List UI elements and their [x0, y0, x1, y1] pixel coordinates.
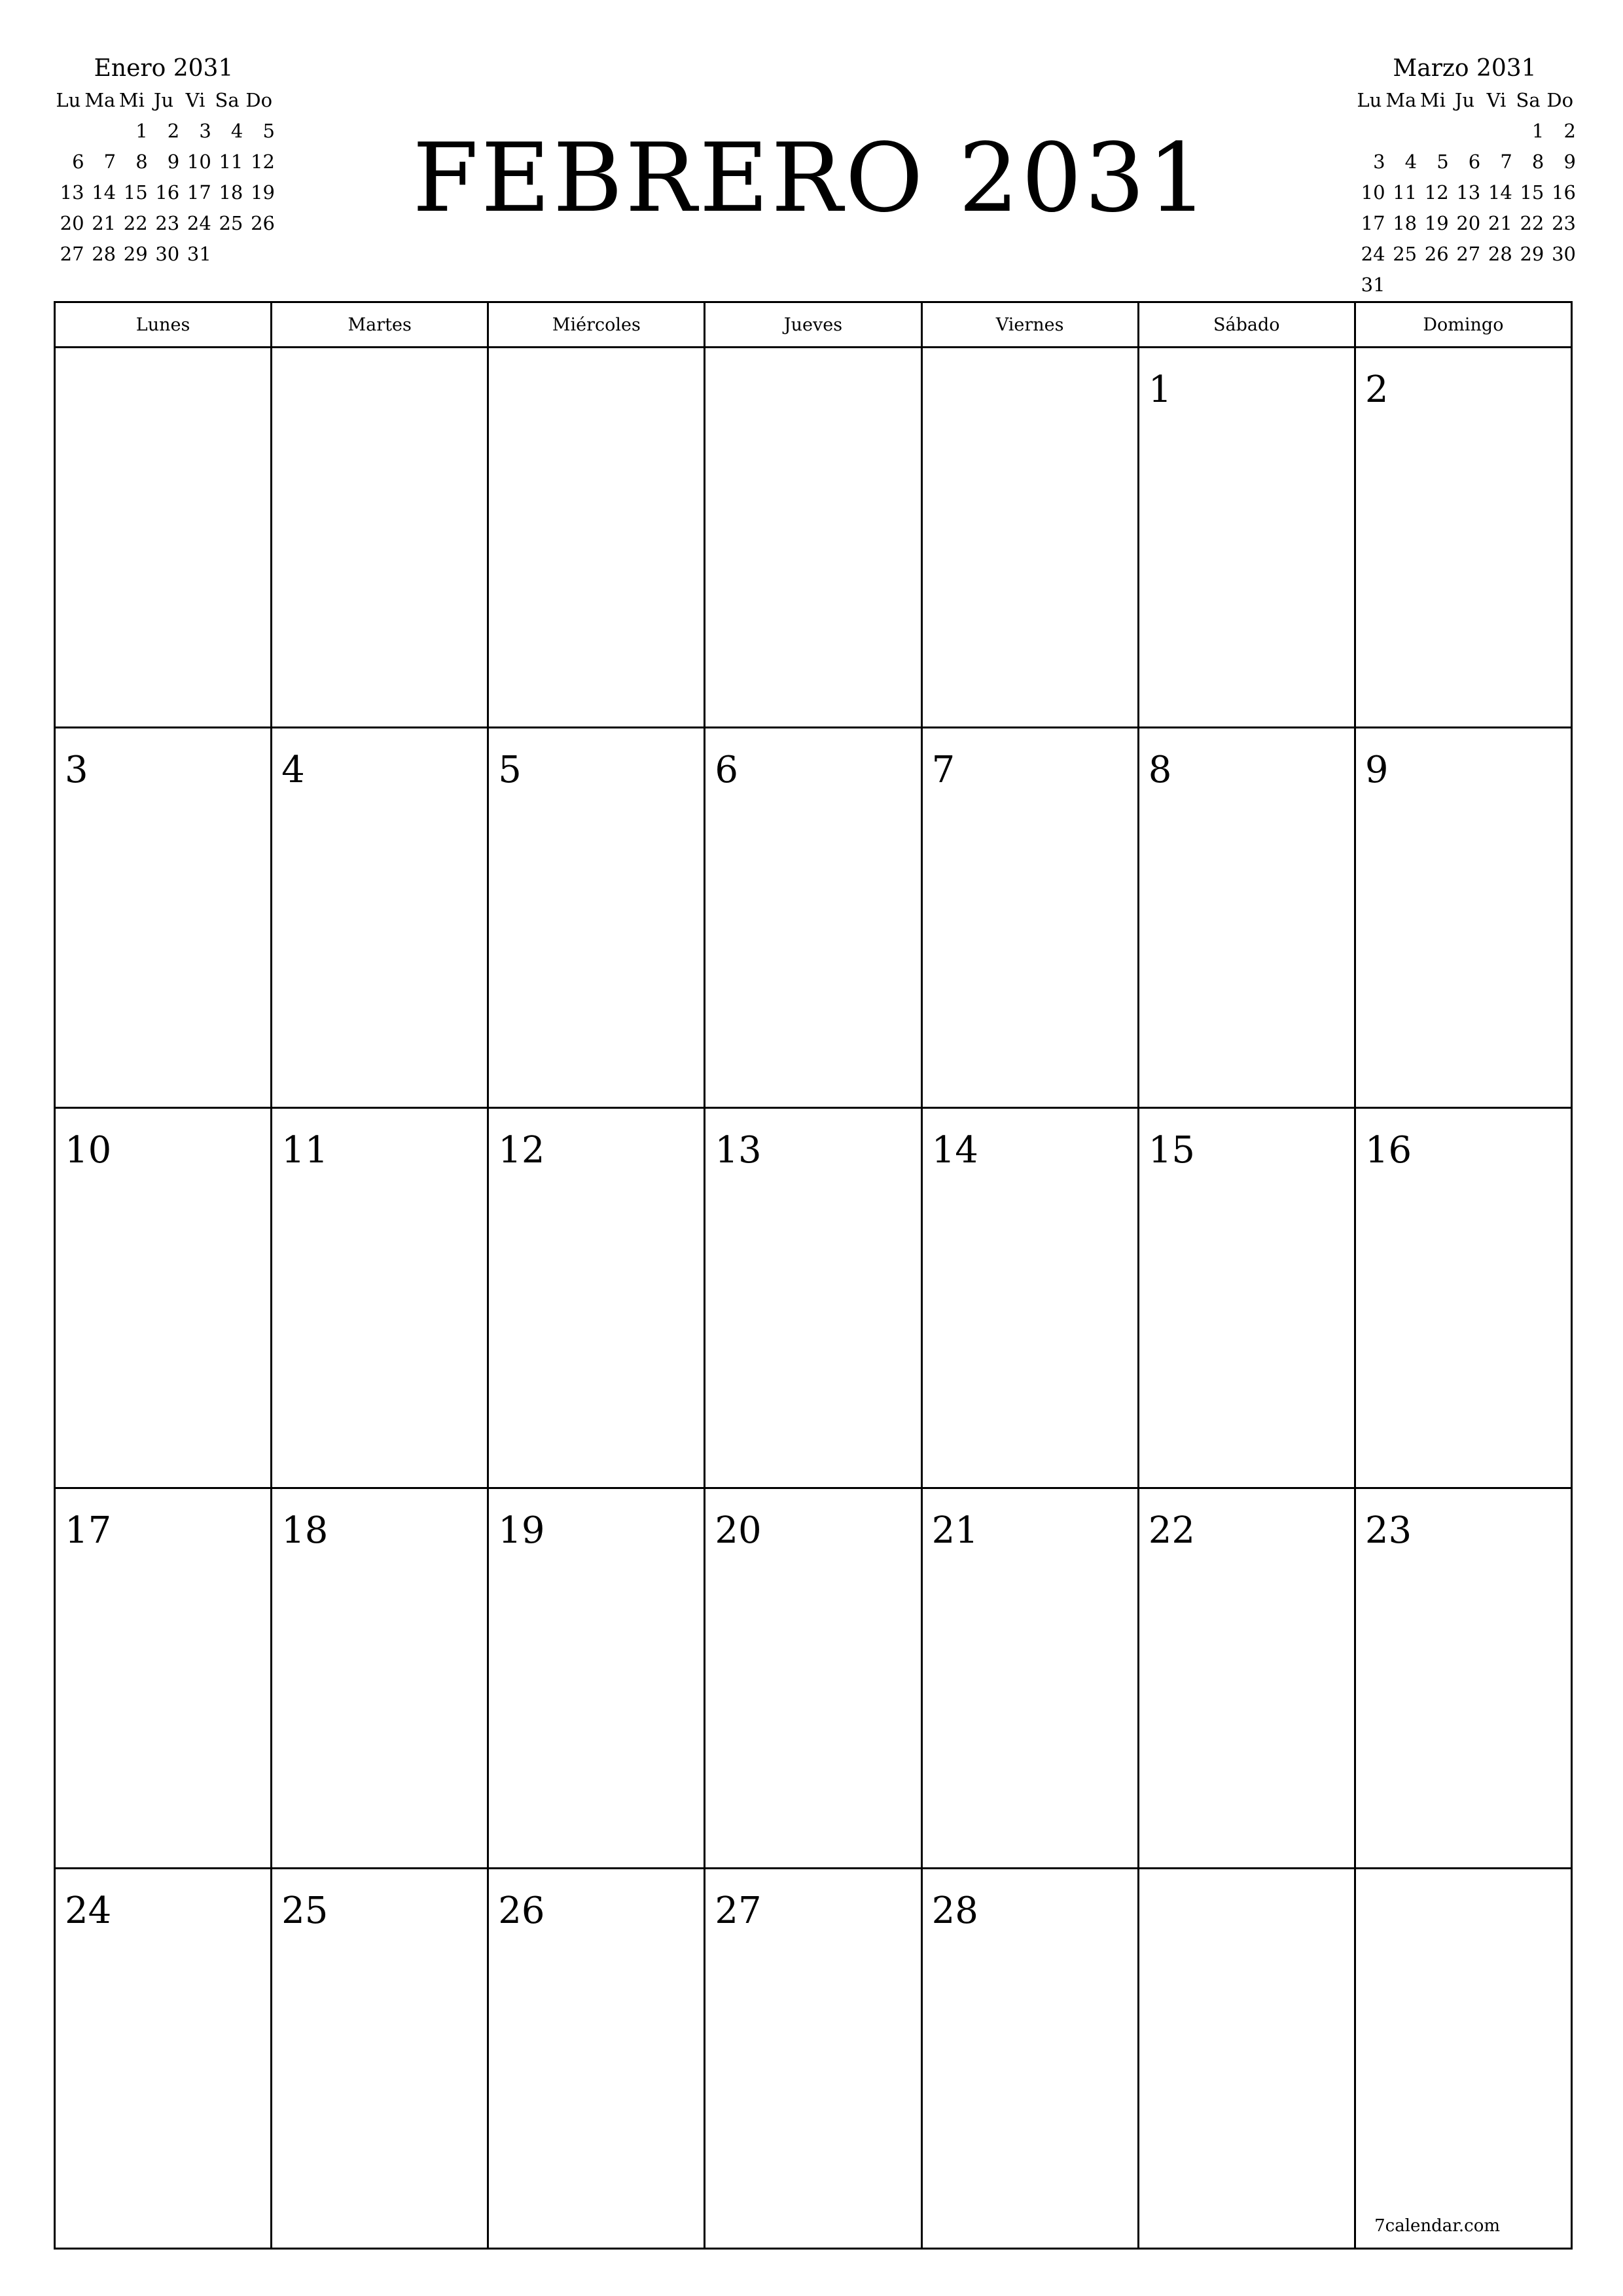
- week-row: [55, 1488, 1572, 1869]
- day-cell: [272, 1869, 488, 2249]
- mini-day: 24: [1361, 243, 1385, 265]
- mini-day: 22: [123, 212, 148, 234]
- day-number: 14: [931, 1129, 978, 1172]
- mini-week-row: [1353, 177, 1576, 208]
- day-cell: [55, 728, 272, 1108]
- mini-day: 8: [1531, 151, 1544, 173]
- mini-week-row: [52, 239, 275, 270]
- day-number: 3: [65, 749, 88, 791]
- mini-day: 5: [262, 120, 275, 142]
- mini-day: 25: [1393, 243, 1418, 265]
- mini-weekday-label: Ju: [1454, 89, 1475, 111]
- weekday-header: Domingo: [1355, 302, 1571, 348]
- mini-week-row: [52, 147, 275, 177]
- mini-day: 21: [1488, 212, 1512, 234]
- day-cell: [1138, 348, 1355, 728]
- month-grid: [54, 301, 1573, 2250]
- weekday-header: Viernes: [921, 302, 1138, 348]
- day-cell: [705, 1108, 921, 1488]
- mini-day: [1385, 116, 1418, 147]
- mini-day: 5: [1436, 151, 1449, 173]
- day-number: 24: [65, 1890, 112, 1932]
- mini-day: 23: [155, 212, 180, 234]
- mini-weekday-label: Mi: [1419, 89, 1446, 111]
- mini-day: 4: [1404, 151, 1418, 173]
- weekday-header: Jueves: [705, 302, 921, 348]
- day-number: 15: [1148, 1129, 1195, 1172]
- mini-day: 27: [1456, 243, 1481, 265]
- mini-weekday-label: Vi: [185, 89, 205, 111]
- mini-weekday-label: Ju: [153, 89, 174, 111]
- day-number: 4: [281, 749, 305, 791]
- day-number: 8: [1148, 749, 1172, 791]
- mini-day: 2: [167, 120, 180, 142]
- mini-week-row: [52, 116, 275, 147]
- mini-week-row: [1353, 116, 1576, 147]
- mini-weekday-label: Ma: [1385, 89, 1417, 111]
- mini-day: 16: [155, 181, 180, 204]
- mini-day: 6: [72, 151, 84, 173]
- mini-weekday-row: [1353, 85, 1576, 116]
- mini-week-row: [52, 208, 275, 239]
- mini-day: [84, 116, 116, 147]
- mini-day: 20: [60, 212, 84, 234]
- day-number: 22: [1148, 1509, 1195, 1552]
- day-number: 12: [498, 1129, 545, 1172]
- mini-weekday-label: Do: [245, 89, 273, 111]
- day-cell: [921, 1869, 1138, 2249]
- day-cell: [1355, 1488, 1571, 1869]
- week-row: [55, 728, 1572, 1108]
- week-row: [55, 1869, 1572, 2249]
- mini-day: 16: [1552, 181, 1576, 204]
- mini-day: [1417, 270, 1449, 300]
- day-number: 16: [1364, 1129, 1412, 1172]
- day-number: 5: [498, 749, 522, 791]
- mini-day: 18: [219, 181, 243, 204]
- day-cell: [272, 1108, 488, 1488]
- day-number: 26: [498, 1890, 545, 1932]
- mini-day: [243, 239, 275, 270]
- day-cell: [488, 348, 705, 728]
- mini-day: 6: [1468, 151, 1481, 173]
- mini-weekday-label: Vi: [1486, 89, 1507, 111]
- mini-weekday-label: Ma: [84, 89, 116, 111]
- day-cell: [55, 1488, 272, 1869]
- mini-day: 14: [1488, 181, 1512, 204]
- mini-day: [1480, 270, 1512, 300]
- mini-day: 30: [1552, 243, 1576, 265]
- mini-weekday-label: Do: [1546, 89, 1574, 111]
- mini-calendar-grid: [1353, 85, 1576, 300]
- day-cell: [705, 728, 921, 1108]
- mini-day: [1512, 270, 1544, 300]
- mini-day: 19: [251, 181, 275, 204]
- mini-day: 27: [60, 243, 84, 265]
- mini-calendar-title: Marzo 2031: [1393, 55, 1537, 82]
- day-number: 23: [1364, 1509, 1412, 1552]
- mini-week-row: [1353, 270, 1576, 300]
- day-cell: [1355, 728, 1571, 1108]
- day-cell: [705, 1488, 921, 1869]
- mini-day: 31: [187, 243, 211, 265]
- day-cell: [1355, 1108, 1571, 1488]
- watermark-text: 7calendar.com: [1374, 2216, 1500, 2236]
- day-number: 21: [931, 1509, 978, 1552]
- mini-day: 25: [219, 212, 243, 234]
- mini-calendar-body: [1353, 85, 1576, 300]
- mini-day: 14: [92, 181, 116, 204]
- mini-day: 9: [1563, 151, 1576, 173]
- day-cell: [1138, 1488, 1355, 1869]
- mini-calendar-body: [52, 85, 275, 270]
- mini-weekday-label: Lu: [56, 89, 81, 111]
- mini-day: 20: [1456, 212, 1481, 234]
- day-cell: [1138, 1869, 1355, 2249]
- mini-day: [1449, 270, 1481, 300]
- mini-day: 11: [1393, 181, 1418, 204]
- month-grid-body: [55, 348, 1572, 2249]
- mini-day: 26: [1424, 243, 1449, 265]
- mini-calendar-title: Enero 2031: [94, 55, 234, 82]
- mini-week-row: [52, 177, 275, 208]
- mini-day: 7: [103, 151, 116, 173]
- mini-day: 30: [155, 243, 180, 265]
- mini-day: 7: [1500, 151, 1512, 173]
- mini-day: 12: [251, 151, 275, 173]
- mini-week-row: [1353, 208, 1576, 239]
- mini-day: [1353, 116, 1385, 147]
- mini-day: 13: [1456, 181, 1481, 204]
- day-number: 19: [498, 1509, 545, 1552]
- mini-weekday-label: Sa: [215, 89, 240, 111]
- mini-day: 4: [230, 120, 243, 142]
- day-number: 2: [1364, 368, 1389, 411]
- mini-day: [52, 116, 84, 147]
- day-number: 28: [931, 1890, 978, 1932]
- day-number: 25: [281, 1890, 329, 1932]
- day-cell: [272, 1488, 488, 1869]
- mini-day: 22: [1520, 212, 1544, 234]
- weekday-header: Miércoles: [488, 302, 705, 348]
- mini-weekday-label: Mi: [118, 89, 145, 111]
- mini-day: [1544, 270, 1576, 300]
- weekday-header: Sábado: [1138, 302, 1355, 348]
- day-number: 1: [1148, 368, 1172, 411]
- mini-calendar-next: [1353, 52, 1576, 300]
- day-number: 7: [931, 749, 955, 791]
- mini-day: [1449, 116, 1481, 147]
- mini-day: 29: [123, 243, 148, 265]
- mini-day: 15: [1520, 181, 1544, 204]
- mini-day: 9: [167, 151, 180, 173]
- mini-day: 18: [1393, 212, 1418, 234]
- day-cell: [55, 348, 272, 728]
- day-cell: [1138, 728, 1355, 1108]
- mini-day: 3: [199, 120, 211, 142]
- mini-day: 2: [1563, 120, 1576, 142]
- mini-day: 3: [1373, 151, 1385, 173]
- mini-calendar-previous: [52, 52, 275, 270]
- day-cell: [1355, 348, 1571, 728]
- mini-day: 12: [1424, 181, 1449, 204]
- mini-day: 13: [60, 181, 84, 204]
- mini-day: 1: [135, 120, 148, 142]
- mini-week-row: [1353, 239, 1576, 270]
- day-cell: [488, 1108, 705, 1488]
- mini-calendar-grid: [52, 85, 275, 270]
- day-cell: [705, 348, 921, 728]
- mini-day: 31: [1361, 274, 1385, 296]
- mini-day: 8: [135, 151, 148, 173]
- page-title: FEBRERO 2031: [412, 123, 1211, 234]
- mini-weekday-row: [52, 85, 275, 116]
- day-number: 10: [65, 1129, 112, 1172]
- day-cell: [921, 1488, 1138, 1869]
- mini-day: 19: [1424, 212, 1449, 234]
- day-cell: [921, 1108, 1138, 1488]
- mini-day: 10: [187, 151, 211, 173]
- mini-day: [1480, 116, 1512, 147]
- mini-day: 29: [1520, 243, 1544, 265]
- day-cell: [488, 1488, 705, 1869]
- day-number: 9: [1364, 749, 1389, 791]
- day-cell: [921, 348, 1138, 728]
- mini-day: 21: [92, 212, 116, 234]
- mini-day: 23: [1552, 212, 1576, 234]
- weekday-header: Lunes: [55, 302, 272, 348]
- day-number: 13: [715, 1129, 762, 1172]
- day-cell: [272, 728, 488, 1108]
- week-row: [55, 348, 1572, 728]
- mini-day: [211, 239, 243, 270]
- day-number: 11: [281, 1129, 329, 1172]
- mini-day: 11: [219, 151, 243, 173]
- day-cell: [1355, 1869, 1571, 2249]
- mini-day: 28: [1488, 243, 1512, 265]
- mini-day: [1417, 116, 1449, 147]
- mini-day: 10: [1361, 181, 1385, 204]
- week-row: [55, 1108, 1572, 1488]
- day-cell: [1138, 1108, 1355, 1488]
- mini-day: 15: [123, 181, 148, 204]
- day-number: 20: [715, 1509, 762, 1552]
- day-cell: [272, 348, 488, 728]
- mini-week-row: [1353, 147, 1576, 177]
- mini-day: 17: [1361, 212, 1385, 234]
- day-number: 17: [65, 1509, 112, 1552]
- day-cell: [55, 1108, 272, 1488]
- mini-day: 28: [92, 243, 116, 265]
- mini-day: [1385, 270, 1418, 300]
- mini-weekday-label: Sa: [1516, 89, 1541, 111]
- weekday-header: Martes: [272, 302, 488, 348]
- day-cell: [488, 1869, 705, 2249]
- day-cell: [921, 728, 1138, 1108]
- mini-day: 24: [187, 212, 211, 234]
- day-number: 27: [715, 1890, 762, 1932]
- mini-weekday-label: Lu: [1357, 89, 1382, 111]
- day-number: 18: [281, 1509, 329, 1552]
- day-cell: [55, 1869, 272, 2249]
- mini-day: 17: [187, 181, 211, 204]
- day-number: 6: [715, 749, 739, 791]
- day-cell: [705, 1869, 921, 2249]
- day-cell: [488, 728, 705, 1108]
- weekday-header-row: [55, 302, 1572, 348]
- mini-day: 26: [251, 212, 275, 234]
- mini-day: 1: [1531, 120, 1544, 142]
